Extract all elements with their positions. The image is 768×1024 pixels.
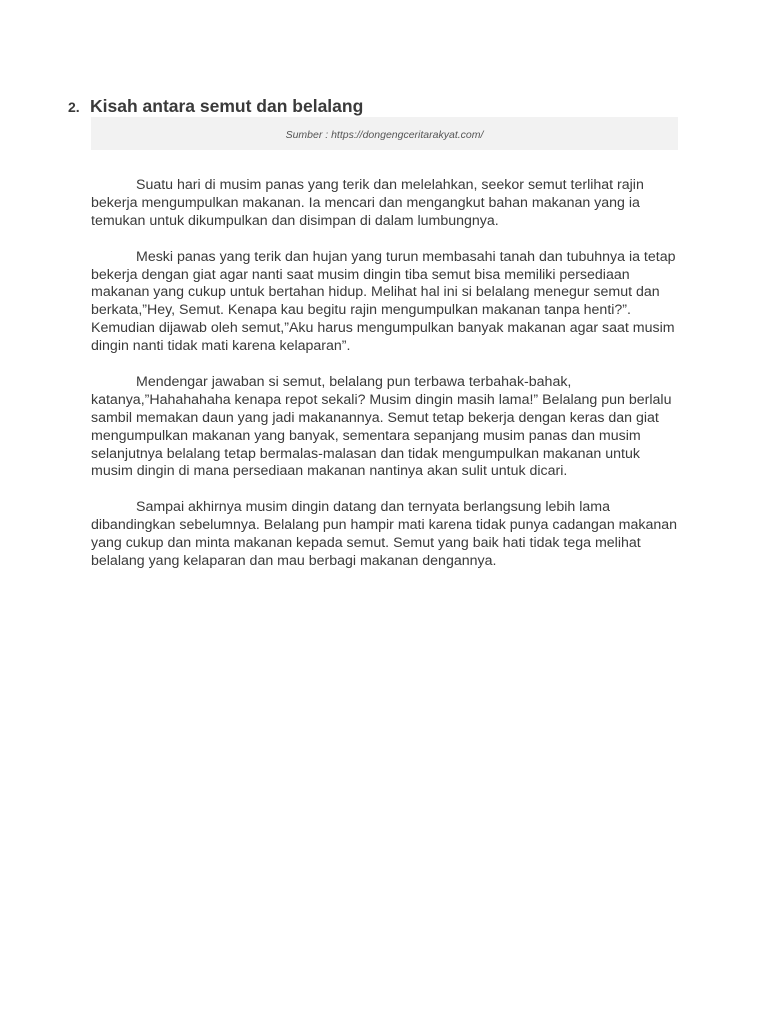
- heading-title: Kisah antara semut dan belalang: [90, 96, 364, 116]
- section-heading: [68, 96, 363, 117]
- story-body: [91, 177, 681, 589]
- paragraph-1: Suatu hari di musim panas yang terik dan melelahkan, seekor semut terlihat rajin bekerja mengumpulkan makanan. Ia mencari dan mengangkut bahan makanan yang ia temukan untuk dikumpulkan dan disimpan di dalam lumbungnya.: [91, 177, 644, 229]
- paragraph-3: Mendengar jawaban si semut, belalang pun terbawa terbahak-bahak, katanya,”Hahahahaha kenapa repot sekali? Musim dingin masih lama!” Belalang pun berlalu sambil memakan daun yang jadi makanannya. Semut tetap bekerja dengan keras dan giat mengumpulkan makanan yang banyak, sementara sepanjang musim panas dan musim selanjutnya belalang tetap bermalas-malasan dan tidak mengumpulkan makanan untuk musim dingin di mana persediaan makanan nantinya akan sulit untuk dicari.: [91, 373, 672, 480]
- source-caption-box: [91, 117, 678, 150]
- paragraph-4: Sampai akhirnya musim dingin datang dan ternyata berlangsung lebih lama dibandingkan sebelumnya. Belalang pun hampir mati karena tidak punya cadangan makanan yang cukup dan minta makanan kepada semut. Semut yang baik hati tidak tega melihat belalang yang kelaparan dan mau berbagi makanan dengannya.: [91, 499, 678, 569]
- source-caption: Sumber : https://dongengceritarakyat.com/: [285, 128, 484, 141]
- paragraph-2: Meski panas yang terik dan hujan yang turun membasahi tanah dan tubuhnya ia tetap bekerja dengan giat agar nanti saat musim dingin tiba semut bisa memiliki persediaan makanan yang cukup untuk bertahan hidup. Melihat hal ini si belalang menegur semut dan berkata,”Hey, Semut. Kenapa kau begitu rajin mengumpulkan makanan tanpa henti?”. Kemudian dijawab oleh semut,”Aku harus mengumpulkan banyak makanan agar saat musim dingin nanti tidak mati karena kelaparan”.: [91, 248, 676, 355]
- heading-number: 2.: [68, 99, 80, 115]
